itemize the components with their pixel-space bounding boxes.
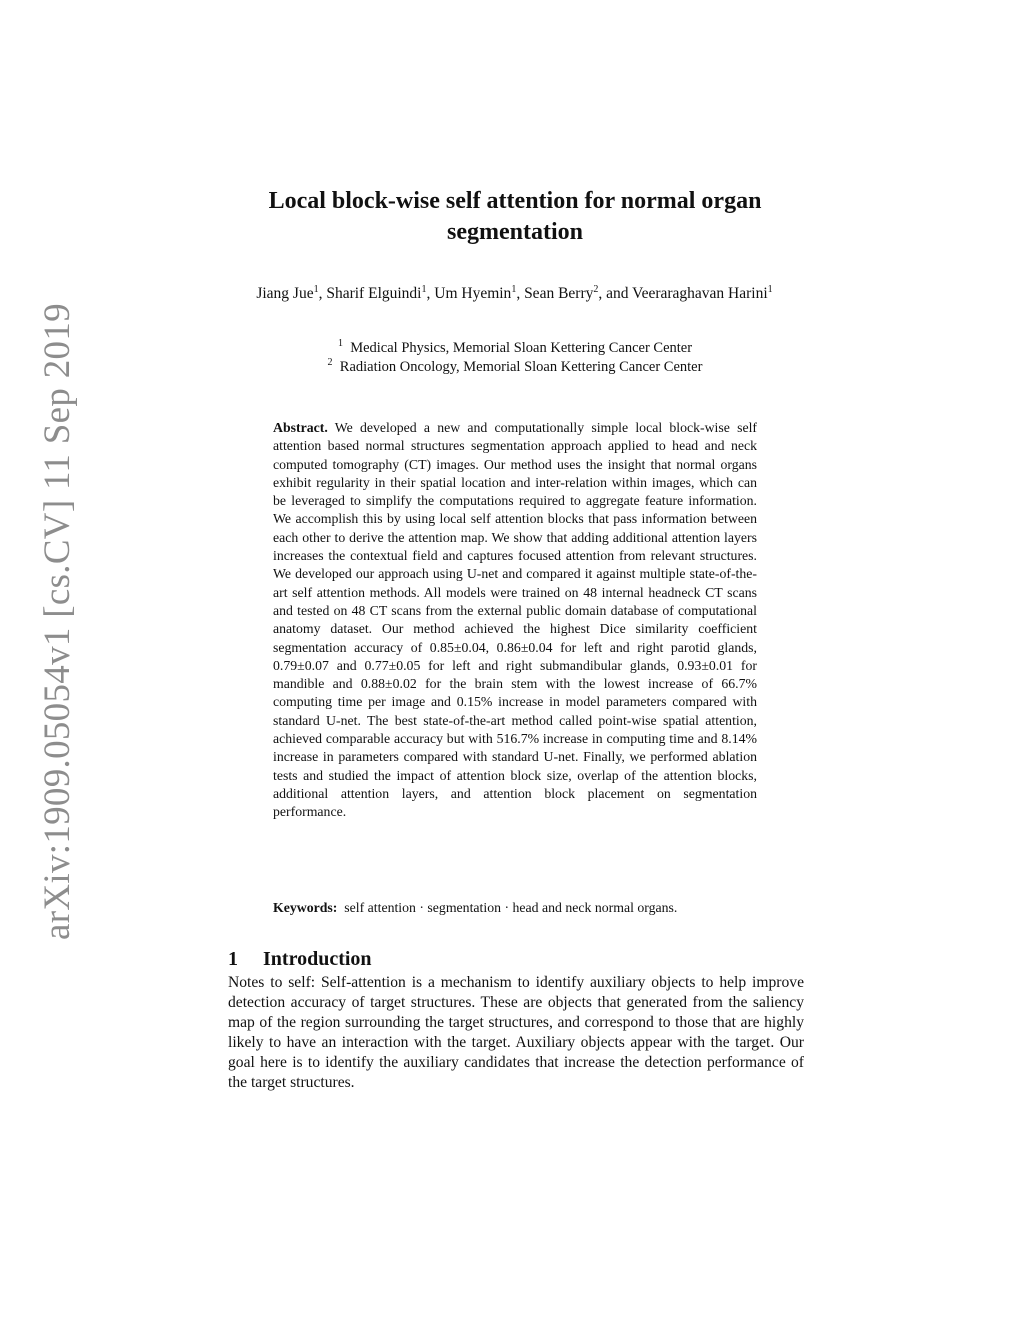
author-list xyxy=(222,284,807,304)
author-separator: , and xyxy=(598,285,633,302)
section-heading xyxy=(228,946,372,972)
author-affiliation-marker: 1 xyxy=(421,283,427,295)
intro-paragraph: Notes to self: Self-attention is a mechanism to identify auxiliary objects to help improve detection accuracy of target structures. These are objects that generated from the saliency map of the region surrounding the target structures, and correspond to those that are highly likely to have an interaction with the target. Auxiliary objects appear with the target. Our goal here is to identify the auxiliary candidates that increase the detection performance of the target structures. xyxy=(228,974,804,1092)
author-separator: , xyxy=(318,285,327,302)
affiliation-number: 1 xyxy=(337,338,343,350)
section-title: Introduction xyxy=(263,948,372,970)
paper-title: Local block-wise self attention for normal organ segmentation xyxy=(268,188,762,245)
affiliation-text: Radiation Oncology, Memorial Sloan Kettering Cancer Center xyxy=(339,359,703,375)
author-separator: , xyxy=(516,285,525,302)
author-affiliation-marker: 2 xyxy=(593,283,599,295)
author-name: Jiang Jue xyxy=(256,285,314,302)
abstract xyxy=(273,419,757,822)
keywords xyxy=(273,899,773,917)
author-name: Veeraraghavan Harini xyxy=(632,285,768,302)
section-number: 1 xyxy=(228,948,238,970)
affiliation-line xyxy=(250,339,780,358)
affiliation-number: 2 xyxy=(327,357,333,369)
author-affiliation-marker: 1 xyxy=(511,283,517,295)
keywords-text: self attention · segmentation · head and neck normal organs. xyxy=(344,900,678,915)
affiliation-list xyxy=(250,339,780,377)
keywords-label: Keywords: xyxy=(273,900,338,915)
author-name: Sean Berry xyxy=(524,285,594,302)
author-name: Um Hyemin xyxy=(434,285,512,302)
abstract-text: We developed a new and computationally simple local block-wise self attention based normal structures segmentation approach applied to head and neck computed tomography (CT) images. Our method uses the insight that normal organs exhibit regularity in their spatial location and inter-relation within images, which can be leveraged to simplify the computations required to aggregate feature information. We accomplish this by using local self attention blocks that pass information between each other to derive the attention map. We show that adding additional attention layers increases the contextual field and captures focused attention from relevant structures. We developed our approach using U-net and compared it against multiple state-of-the-art self attention methods. All models were trained on 48 internal headneck CT scans and tested on 48 CT scans from the external public domain database of computational anatomy dataset. Our method achieved the highest Dice similarity coefficient segmentation accuracy of 0.85±0.04, 0.86±0.04 for left and right parotid glands, 0.79±0.07 and 0.77±0.05 for left and right submandibular glands, 0.93±0.01 for mandible and 0.88±0.02 for the brain stem with the lowest increase of 66.7% computing time per image and 0.15% increase in model parameters compared with standard U-net. The best state-of-the-art method called point-wise spatial attention, achieved comparable accuracy but with 516.7% increase in computing time and 8.14% increase in parameters compared with standard U-net. Finally, we performed ablation tests and studied the impact of attention block size, overlap of the attention blocks, additional attention layers, and attention block placement on segmentation performance. xyxy=(273,420,758,820)
arxiv-identifier: arXiv:1909.05054v1 [cs.CV] 11 Sep 2019 xyxy=(37,303,78,940)
affiliation-text: Medical Physics, Memorial Sloan Kettering Cancer Center xyxy=(350,340,693,356)
abstract-label: Abstract. xyxy=(273,420,328,435)
author-affiliation-marker: 1 xyxy=(313,283,319,295)
author-affiliation-marker: 1 xyxy=(767,283,773,295)
affiliation-line xyxy=(250,358,780,377)
author-name: Sharif Elguindi xyxy=(326,285,422,302)
author-separator: , xyxy=(426,285,435,302)
